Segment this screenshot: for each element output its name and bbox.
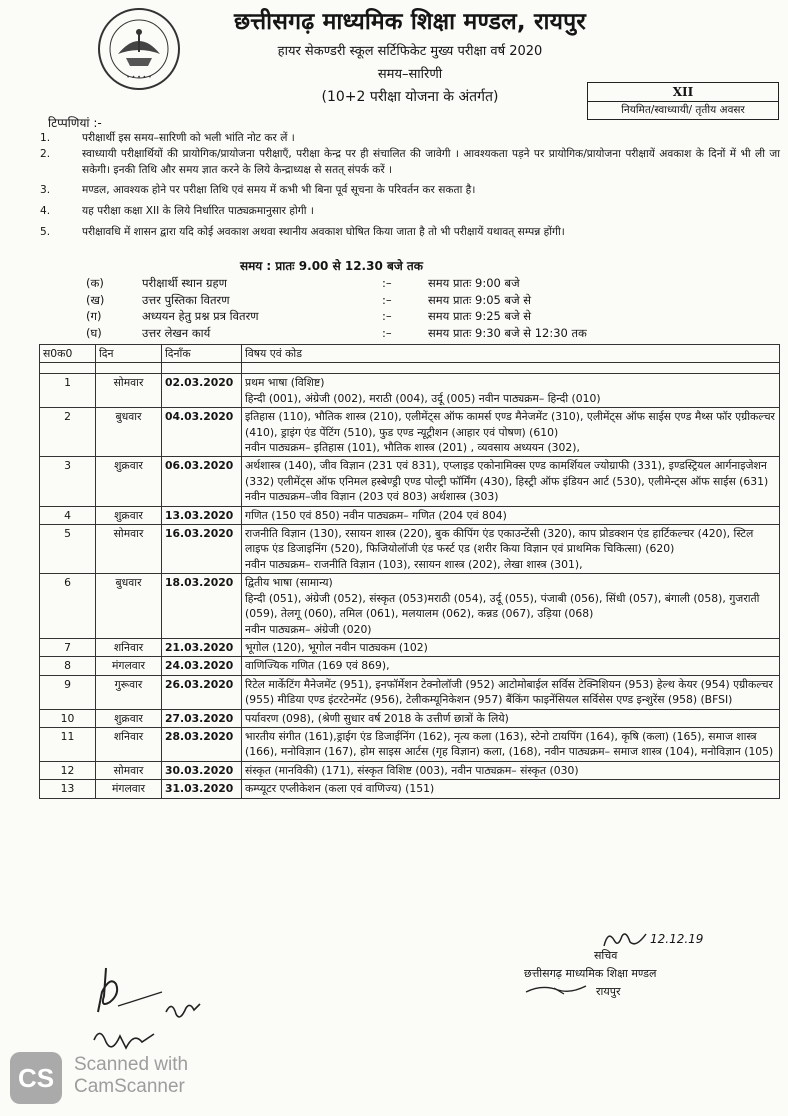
- note-item: [40, 204, 780, 220]
- row-subjects: [242, 761, 780, 779]
- timing-key: (ख): [86, 292, 105, 307]
- handwritten-signatures-icon: [90, 962, 240, 1062]
- secretary-signature-icon: [600, 928, 650, 950]
- subject-line: पर्यावरण (098), (श्रेणी सुधार वर्ष 2018 के उत्तीर्ण छात्रों के लिये): [245, 711, 509, 725]
- document-header: [190, 4, 630, 106]
- row-subjects: [242, 780, 780, 798]
- header-day: दिन: [96, 345, 162, 363]
- row-serial: 10: [40, 709, 96, 727]
- row-subjects: [242, 709, 780, 727]
- row-subjects: [242, 506, 780, 524]
- watermark-line-1: Scanned with: [74, 1054, 189, 1075]
- timing-key: (घ): [86, 325, 102, 340]
- notes-list: [40, 131, 780, 241]
- timing-value: समय प्रातः 9:05 बजे से: [428, 292, 532, 307]
- row-subjects: [242, 457, 780, 506]
- row-serial: 13: [40, 780, 96, 798]
- spacer-row: [40, 363, 780, 374]
- row-subjects: [242, 525, 780, 574]
- row-serial: 1: [40, 374, 96, 408]
- table-row: [40, 408, 780, 457]
- row-date: 04.03.2020: [162, 408, 242, 457]
- subject-line: नवीन पाठ्यक्रम– राजनीति विज्ञान (103), रसायन शास्त्र (202), लेखा शास्त्र (301),: [245, 557, 583, 571]
- row-day: शनिवार: [96, 727, 162, 761]
- subject-line: कम्प्यूटर एप्लीकेशन (कला एवं वाणिज्य) (151): [245, 782, 435, 796]
- candidate-mode: नियमित/स्वाध्यायी/ तृतीय अवसर: [588, 101, 778, 117]
- subject-line: नवीन पाठ्यक्रम–जीव विज्ञान (203 एवं 803) अर्थशास्त्र (303): [245, 490, 499, 504]
- stamp-scribble-icon: [524, 980, 590, 998]
- timing-separator: :–: [382, 292, 392, 307]
- exam-title: हायर सेकण्डरी स्कूल सर्टिफिकेट मुख्य परीक्षा वर्ष 2020: [277, 44, 543, 59]
- timing-separator: :–: [382, 325, 392, 340]
- row-serial: 4: [40, 506, 96, 524]
- row-serial: 12: [40, 761, 96, 779]
- notes-heading: टिप्पणियां :-: [48, 116, 102, 130]
- row-subjects: [242, 657, 780, 675]
- secretary-city: रायपुर: [596, 985, 621, 998]
- table-row: [40, 374, 780, 408]
- subject-line: रिटेल मार्केटिंग मैनेजमेंट (951), इनफॉर्मेशन टेक्नोलॉजी (952) आटोमोबाईल सर्विस टेक्निशियन (953) हेल्थ केयर (954) एग्रीकल्चर (955) मीडिया एण्ड इंटरटेनमेंट (956), टेलीकम्यूनिकेशन (957) बैंकिंग फाइनेंसियल सर्विसेस एण्ड इन्शुरेंस (958) (BFSI): [245, 677, 773, 707]
- row-day: बुधवार: [96, 408, 162, 457]
- subject-line: द्वितीय भाषा (सामान्य): [245, 576, 333, 590]
- exam-scheme: (10+2 परीक्षा योजना के अंतर्गत): [321, 89, 499, 105]
- timing-label: अध्ययन हेतु प्रश्न प्रत्र वितरण: [142, 309, 259, 323]
- exam-schedule-table: [39, 344, 780, 799]
- row-subjects: [242, 408, 780, 457]
- subject-line: गणित (150 एवं 850) नवीन पाठ्यक्रम– गणित (204 एवं 804): [245, 508, 507, 522]
- table-row: [40, 761, 780, 779]
- camscanner-logo: CS: [10, 1052, 62, 1104]
- row-day: मंगलवार: [96, 780, 162, 798]
- subject-line: भारतीय संगीत (161),ड्राईग एंड डिजाईनिंग (162), नृत्य कला (163), स्टेनो टायपिंग (164), कृषि (कला) (165), समाज शास्त्र (166), मनोविज्ञान (167), होम साइस आर्टस (गृह विज्ञान) कला, (168), नवीन पाठ्यक्रम– समाज शास्त्र (104), मनोविज्ञान (105): [245, 729, 774, 759]
- row-day: सोमवार: [96, 761, 162, 779]
- table-row: [40, 506, 780, 524]
- row-date: 28.03.2020: [162, 727, 242, 761]
- note-number: 3.: [40, 184, 51, 197]
- timing-separator: :–: [382, 276, 392, 290]
- timing-label: परीक्षार्थी स्थान ग्रहण: [142, 276, 227, 290]
- note-text: स्वाध्यायी परीक्षार्थियों की प्रायोगिक/प्रायोजना परीक्षाएँ, परीक्षा केन्द्र पर ही संचालित की जावेगी । आवश्यकता पड़ने पर प्रायोगिक/प्रायोजना परीक्षायें अवकाश के दिनों में भी ली जा सकेगी। इनकी तिथि और समय ज्ञात करने के लिये केन्द्राध्यक्ष से सतत् संपर्क करें ।: [82, 147, 780, 176]
- row-serial: 8: [40, 657, 96, 675]
- note-number: 2.: [40, 147, 51, 160]
- secretary-organization: छत्तीसगढ़ माध्यमिक शिक्षा मण्डल: [524, 967, 657, 980]
- camscanner-text: [74, 1054, 188, 1098]
- row-day: सोमवार: [96, 374, 162, 408]
- board-name: छत्तीसगढ़ माध्यमिक शिक्षा मण्डल, रायपुर: [233, 9, 587, 35]
- note-text: यह परीक्षा कक्षा XII के लिये निर्धारित पाठ्यक्रमानुसार होगी ।: [82, 205, 314, 218]
- row-date: 13.03.2020: [162, 506, 242, 524]
- row-date: 31.03.2020: [162, 780, 242, 798]
- row-serial: 5: [40, 525, 96, 574]
- row-day: सोमवार: [96, 525, 162, 574]
- subject-line: राजनीति विज्ञान (130), रसायन शास्त्र (220), बुक कीपिंग एंड एकाउन्टेंसी (320), काप प्रोडक्शन एंड हार्टिकल्चर (420), स्टिल लाइफ एंड डिजाइनिंग (520), फिजियोलॉजी एंड फर्स्ट एड (शरीर किया विज्ञान एवं प्राथमिक चिकित्सा) (620): [245, 527, 754, 556]
- signature-date: 12.12.19: [650, 932, 704, 946]
- timing-value: समय प्रातः 9:30 बजे से 12:30 तक: [428, 325, 587, 340]
- table-row: [40, 657, 780, 675]
- row-date: 24.03.2020: [162, 657, 242, 675]
- row-subjects: [242, 675, 780, 709]
- timing-label: उत्तर लेखन कार्य: [142, 325, 211, 340]
- header-subject: विषय एवं कोड: [242, 345, 780, 363]
- row-date: 18.03.2020: [162, 574, 242, 639]
- row-subjects: [242, 638, 780, 656]
- subject-line: अर्थशास्त्र (140), जीव विज्ञान (231 एवं 831), एप्लाइड एकोनामिक्स एण्ड कामर्शियल ज्योग्राफी (331), इण्डस्ट्रियल आर्गनाइजेशन (332) एलीमेंट्स ऑफ एनिमल हस्बेण्ड्री एण्ड पोल्ट्री फॉर्मिंग (430), हिस्ट्री ऑफ इंडियन आर्ट (530), एलीमेन्ट्स ऑफ साईस (631): [245, 459, 769, 488]
- subject-line: प्रथम भाषा (विशिष्ट): [245, 376, 325, 390]
- row-subjects: [242, 727, 780, 761]
- row-date: 21.03.2020: [162, 638, 242, 656]
- row-day: शुक्रवार: [96, 506, 162, 524]
- table-row: [40, 727, 780, 761]
- subject-line: हिन्दी (001), अंग्रेजी (002), मराठी (004), उर्दू (005) नवीन पाठ्यक्रम– हिन्दी (010): [245, 391, 601, 405]
- table-row: [40, 574, 780, 639]
- subject-line: भूगोल (120), भूगोल नवीन पाठ्यकम (102): [245, 640, 428, 654]
- note-text: परीक्षावधि में शासन द्वारा यदि कोई अवकाश अथवा स्थानीय अवकाश घोषित किया जाता है तो भी परीक्षायें यथावत् सम्पन्न होंगी।: [82, 225, 565, 238]
- timing-value: समय प्रातः 9:25 बजे से: [428, 309, 532, 323]
- note-number: 4.: [40, 205, 51, 218]
- timing-label: उत्तर पुस्तिका वितरण: [142, 292, 230, 307]
- subject-line: हिन्दी (051), अंग्रेजी (052), संस्कृत (053)मराठी (054), उर्दू (055), पंजाबी (056), सिंधी (057), बंगाली (058), गुजराती (059), तेलगू (060), तमिल (061), मलयालम (062), कन्नड (067), उड़िया (068): [245, 591, 760, 621]
- note-number: 5.: [40, 225, 51, 238]
- note-number: 1.: [40, 132, 51, 144]
- table-row: [40, 638, 780, 656]
- row-day: बुधवार: [96, 574, 162, 639]
- row-date: 06.03.2020: [162, 457, 242, 506]
- row-day: शुक्रवार: [96, 457, 162, 506]
- note-text: परीक्षार्थी इस समय–सारिणी को भली भांति नोट कर लें ।: [82, 132, 295, 144]
- row-day: गुरूवार: [96, 675, 162, 709]
- note-item: [40, 225, 780, 241]
- note-text: मण्डल, आवश्यक होने पर परीक्षा तिथि एवं समय में कभी भी बिना पूर्व सूचना के परिवर्तन कर सकता है।: [82, 184, 476, 197]
- subject-line: वाणिज्यिक गणित (169 एवं 869),: [245, 659, 390, 673]
- timing-key: (क): [86, 276, 104, 290]
- table-row: [40, 457, 780, 506]
- subject-line: संस्कृत (मानविकी) (171), संस्कृत विशिष्ट (003), नवीन पाठ्यक्रम– संस्कृत (030): [245, 763, 579, 777]
- row-subjects: [242, 374, 780, 408]
- table-row: [40, 675, 780, 709]
- row-day: शनिवार: [96, 638, 162, 656]
- subject-line: इतिहास (110), भौतिक शास्त्र (210), एलीमेंट्स ऑफ कामर्स एण्ड मैनेजमेंट (310), एलीमेंट्स ऑफ साईस एण्ड मैथ्स फॉर एग्रीकल्चर (410), ड्राइंग एंड पेंटिंग (510), फुड एण्ड न्यूट्रीशन (आहार एवं पोषण) (610): [245, 410, 775, 439]
- table-row: [40, 780, 780, 798]
- watermark-line-2: CamScanner: [74, 1076, 185, 1097]
- row-day: शुक्रवार: [96, 709, 162, 727]
- table-header-row: [40, 345, 780, 363]
- note-item: [40, 131, 780, 147]
- row-serial: 2: [40, 408, 96, 457]
- row-date: 30.03.2020: [162, 761, 242, 779]
- note-item: [40, 147, 780, 179]
- row-date: 02.03.2020: [162, 374, 242, 408]
- subject-line: नवीन पाठ्यक्रम– अंग्रेजी (020): [245, 622, 372, 636]
- subject-line: नवीन पाठ्यक्रम– इतिहास (101), भौतिक शास्त्र (201) , व्यवसाय अध्ययन (302),: [245, 441, 580, 455]
- row-serial: 11: [40, 727, 96, 761]
- table-row: [40, 525, 780, 574]
- secretary-title: सचिव: [594, 949, 618, 962]
- header-serial: स0क0: [40, 345, 96, 363]
- timing-title: समय : प्रातः 9.00 से 12.30 बजे तक: [240, 259, 423, 273]
- timing-key: (ग): [86, 309, 102, 323]
- row-date: 27.03.2020: [162, 709, 242, 727]
- svg-text:• • • • •: • • • • •: [126, 74, 152, 81]
- row-serial: 9: [40, 675, 96, 709]
- class-box: [587, 82, 779, 120]
- row-date: 26.03.2020: [162, 675, 242, 709]
- timing-separator: :–: [382, 309, 392, 323]
- row-date: 16.03.2020: [162, 525, 242, 574]
- header-date: दिनाँक: [162, 345, 242, 363]
- table-body: [40, 363, 780, 798]
- class-label: XII: [672, 85, 694, 99]
- row-serial: 7: [40, 638, 96, 656]
- row-day: मंगलवार: [96, 657, 162, 675]
- board-seal-icon: [96, 6, 182, 92]
- note-item: [40, 183, 780, 199]
- table-row: [40, 709, 780, 727]
- timing-value: समय प्रातः 9:00 बजे: [428, 276, 520, 290]
- row-subjects: [242, 574, 780, 639]
- row-serial: 6: [40, 574, 96, 639]
- row-serial: 3: [40, 457, 96, 506]
- schedule-title: समय–सारिणी: [377, 67, 443, 82]
